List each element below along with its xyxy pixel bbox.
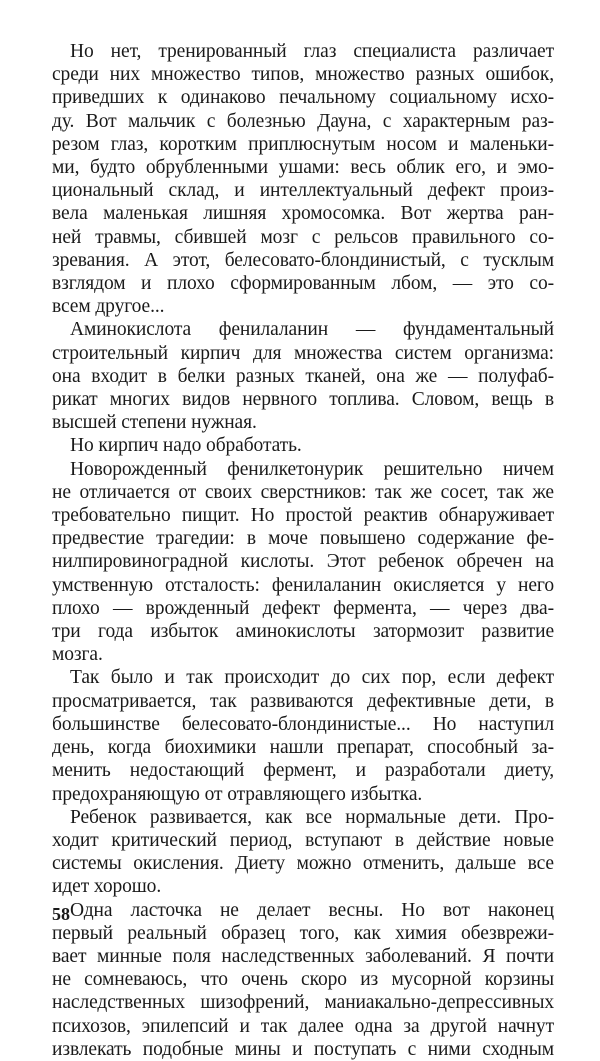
paragraph <box>52 40 554 318</box>
text-line: предохраняющую от отравляющего избытка. <box>52 783 423 805</box>
text-line: извлекать подобные мины и поступать с ними сходным <box>52 1038 554 1060</box>
text-line: ду. Вот мальчик с болезнью Дауна, с характерным раз- <box>52 110 554 132</box>
text-line: всем другое... <box>52 296 165 318</box>
text-line: системы окисления. Диету можно отменить, дальше все <box>52 853 554 875</box>
text-line: ходит критический период, вступают в действие новые <box>52 829 554 851</box>
paragraph <box>52 458 554 667</box>
text-line: Но нет, тренированный глаз специалиста различает <box>70 41 554 62</box>
paragraph <box>52 666 554 805</box>
text-line: Так было и так происходит до сих пор, если дефект <box>70 667 554 689</box>
text-line: высшей степени нужная. <box>52 412 257 434</box>
text-line: первый реальный образец того, как химия обезврежи- <box>52 922 554 944</box>
text-line: не сомневаюсь, что очень скоро из мусорной корзины <box>52 969 554 991</box>
text-line: мозга. <box>52 644 103 666</box>
paragraph <box>52 806 554 899</box>
text-line: наследственных шизофрений, маниакально-депрессивных <box>52 992 554 1014</box>
paragraph <box>52 899 554 1061</box>
text-line: ми, будто обрубленными ушами: весь облик его, и эмо- <box>52 157 554 179</box>
text-line: Но кирпич надо обработать. <box>70 435 302 457</box>
text-line: Ребенок развивается, как все нормальные дети. Про- <box>70 806 554 828</box>
text-line: среди них множество типов, множество разных ошибок, <box>52 64 554 86</box>
page-number: 58 <box>52 904 70 924</box>
text-line: менить недостающий фермент, и разработали диету, <box>52 760 554 782</box>
text-line: Аминокислота фенилаланин — фундаментальный <box>70 319 554 341</box>
text-line: приведших к одинаково печальному социальному исхо- <box>52 87 554 109</box>
text-line: не отличается от своих сверстников: так же сосет, так же <box>52 481 554 503</box>
text-line: большинстве белесовато-блондинистые... Но наступил <box>52 713 554 735</box>
text-line: зревания. А этот, белесовато-блондинистый, с тусклым <box>52 249 554 271</box>
text-line: вает минные поля наследственных заболеваний. Я почти <box>52 945 554 967</box>
text-line: резом глаз, коротким приплюснутым носом и маленьки- <box>52 133 554 155</box>
text-line: плохо — врожденный дефект фермента, — через два- <box>52 597 554 619</box>
text-line: идет хорошо. <box>52 876 162 898</box>
paragraph <box>52 318 554 434</box>
text-line: она входит в белки разных тканей, она же — полуфаб- <box>52 365 554 387</box>
text-line: строительный кирпич для множества систем организма: <box>52 342 554 364</box>
text-line: умственную отсталость: фенилаланин окисляется у него <box>52 574 554 596</box>
body-text <box>52 40 554 1061</box>
text-line: день, когда биохимики нашли препарат, способный за- <box>52 737 554 759</box>
text-line: просматривается, так развиваются дефективные дети, в <box>52 690 554 712</box>
text-line: циональный склад, и интеллектуальный дефект произ- <box>52 180 554 202</box>
text-line: вела маленькая лишняя хромосомка. Вот жертва ран- <box>52 203 554 225</box>
book-page <box>52 40 554 1060</box>
text-line: требовательно пищит. Но простой реактив обнаруживает <box>52 505 554 527</box>
text-line: предвестие трагедии: в моче повышено содержание фе- <box>52 528 554 550</box>
text-line: Одна ласточка не делает весны. Но вот наконец <box>70 899 554 921</box>
text-line: психозов, эпилепсий и так далее одна за другой начнут <box>52 1015 554 1037</box>
text-line: ней травмы, сбившей мозг с рельсов правильного со- <box>52 226 554 248</box>
text-line: три года избыток аминокислоты затормозит развитие <box>52 621 554 643</box>
text-line: рикат многих видов нервного топлива. Словом, вещь в <box>52 389 554 411</box>
text-line: нилпировиноградной кислоты. Этот ребенок обречен на <box>52 551 554 573</box>
text-line: взглядом и плохо сформированным лбом, — это со- <box>52 273 554 295</box>
paragraph <box>52 434 554 457</box>
text-line: Новорожденный фенилкетонурик решительно ничем <box>70 458 554 480</box>
